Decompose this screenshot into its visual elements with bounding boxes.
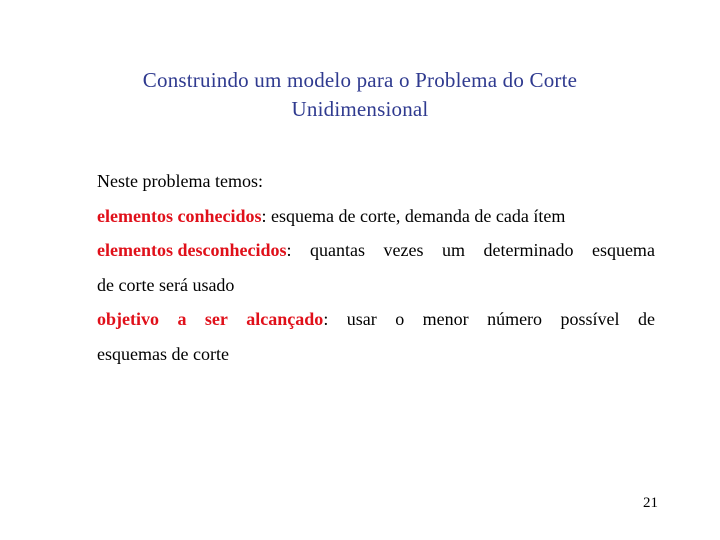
unknown-word: : [286, 240, 292, 261]
objective-continuation [97, 341, 655, 376]
unknown-word: determinado [483, 240, 574, 261]
objective-line [97, 306, 655, 341]
objective-continuation-text: esquemas de corte [97, 343, 229, 364]
objective-label-word: a [177, 309, 187, 330]
slide-body [97, 168, 655, 376]
slide-title [60, 66, 660, 124]
unknown-continuation-text: de corte será usado [97, 274, 235, 295]
unknown-word: um [441, 240, 465, 261]
unknown-elements-lead [97, 237, 292, 272]
unknown-word: vezes [383, 240, 424, 261]
unknown-elements-continuation [97, 272, 655, 307]
objective-label-group [246, 306, 328, 341]
intro-text: Neste problema temos: [97, 171, 263, 191]
known-elements-text: : esquema de corte, demanda de cada ítem [261, 205, 566, 226]
slide-title-line-1: Construindo um modelo para o Problema do Corte [142, 68, 578, 92]
objective-word: o [395, 309, 405, 330]
objective-word: usar [346, 309, 377, 330]
page-number: 21 [643, 495, 658, 511]
objective-word: possível [560, 309, 620, 330]
objective-word: número [487, 309, 543, 330]
objective-word: de [637, 309, 655, 330]
unknown-elements-line [97, 237, 655, 272]
objective-word: : [323, 309, 329, 330]
objective-label-word: objetivo [97, 309, 159, 330]
intro-line [97, 168, 655, 203]
known-elements-line [97, 203, 655, 238]
unknown-elements-label: elementos desconhecidos [97, 240, 287, 261]
objective-label-word: ser [204, 309, 228, 330]
unknown-word: quantas [310, 240, 365, 261]
unknown-word: esquema [591, 240, 655, 261]
slide-title-line-2: Unidimensional [291, 97, 429, 121]
known-elements-label: elementos conhecidos [97, 205, 262, 226]
objective-word: menor [422, 309, 469, 330]
objective-label-word: alcançado [246, 309, 324, 330]
